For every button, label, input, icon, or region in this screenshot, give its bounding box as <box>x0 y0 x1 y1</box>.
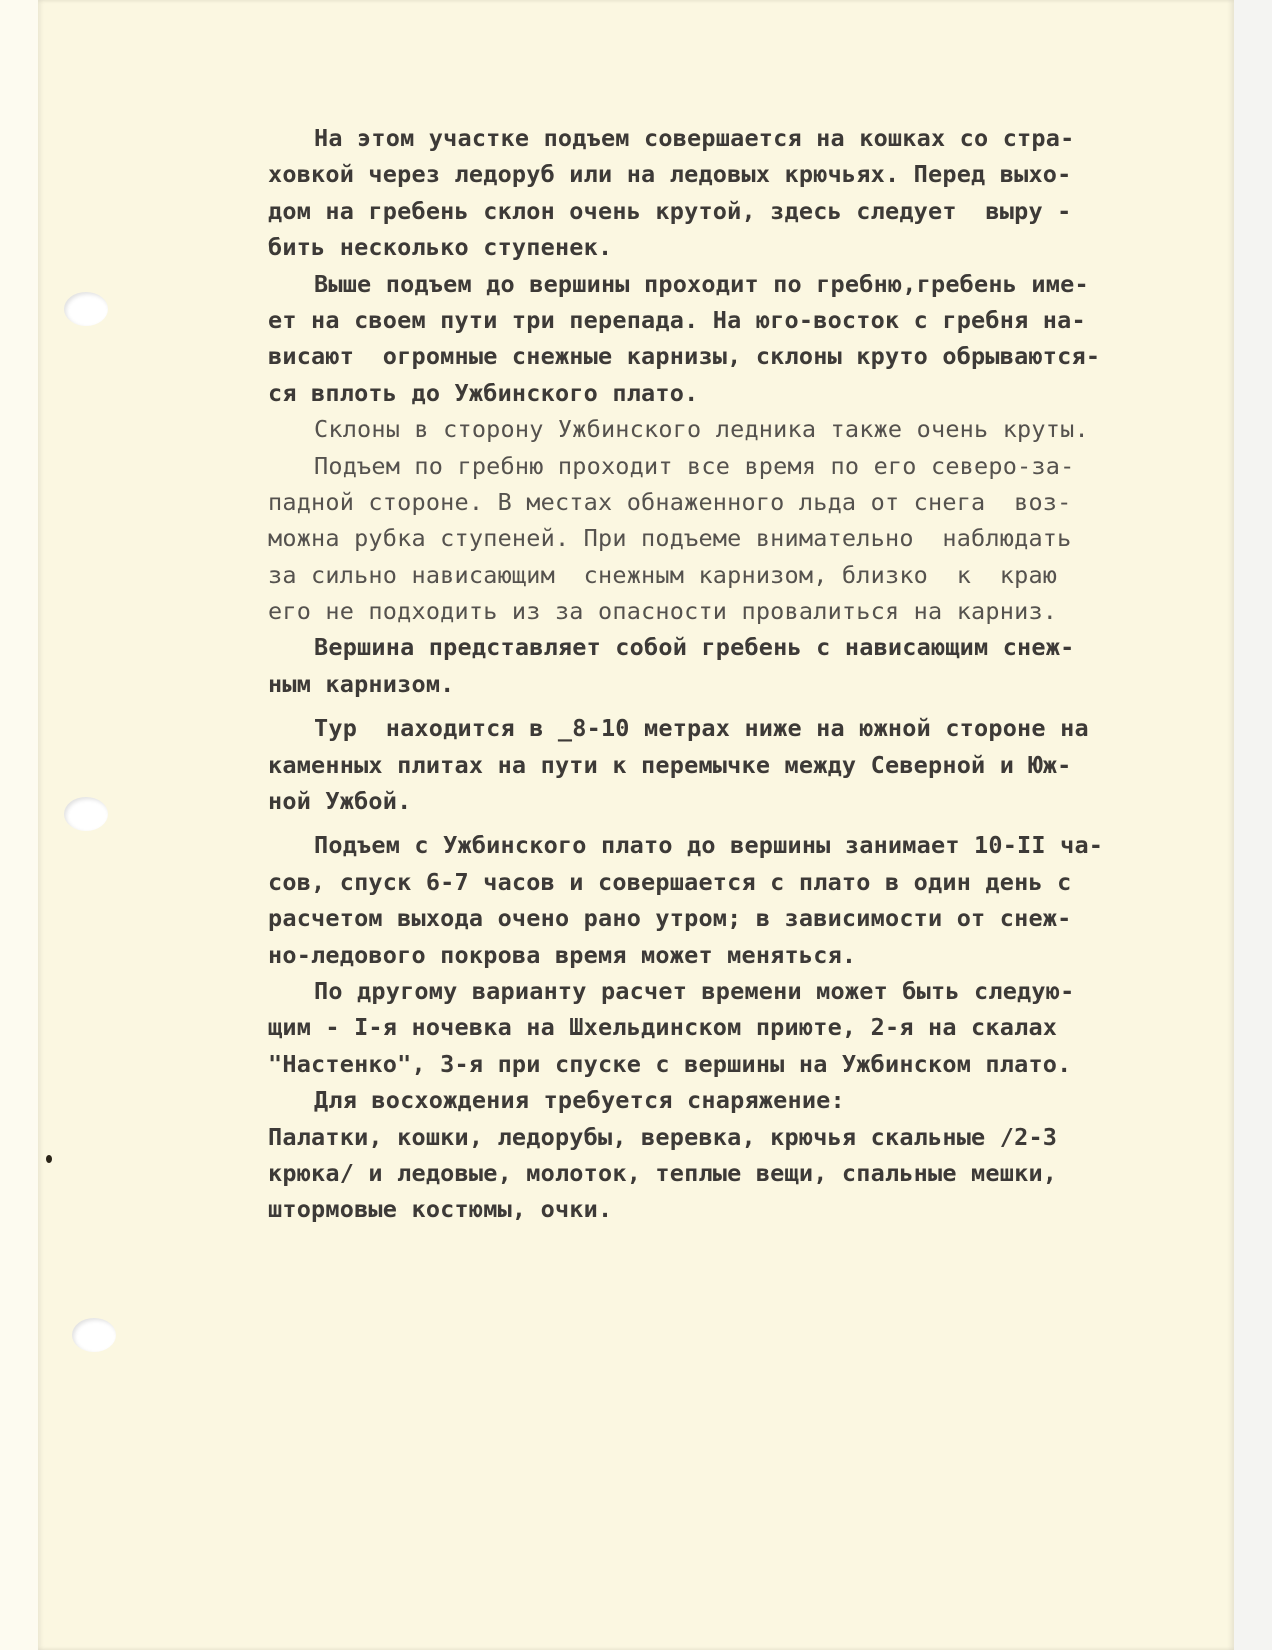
text-line: Склоны в сторону Ужбинского ледника также очень круты. <box>314 415 1089 444</box>
text-line: его не подходить из за опасности провалиться на карниз. <box>268 597 1058 626</box>
ink-speck <box>46 1155 52 1163</box>
text-line: ной Ужбой. <box>268 787 412 816</box>
text-line: ховкой через ледоруб или на ледовых крючьях. Перед выхо- <box>268 160 1072 189</box>
text-line: Выше подъем до вершины проходит по гребню,гребень име- <box>314 269 1089 298</box>
text-line: Для восхождения требуется снаряжение: <box>314 1086 845 1115</box>
text-line: ным карнизом. <box>268 669 455 698</box>
text-line: расчетом выхода очено рано утром; в зависимости от снеж- <box>268 904 1072 933</box>
text-line: ет на своем пути три перепада. На юго-восток с гребня на- <box>268 305 1086 334</box>
punch-hole-middle <box>64 797 108 831</box>
text-line: штормовые костюмы, очки. <box>268 1195 613 1224</box>
text-line: Тур находится в _8-10 метрах ниже на южной стороне на <box>314 714 1089 743</box>
punch-hole-top <box>64 292 108 326</box>
text-line: Подъем по гребню проходит все время по его северо-за- <box>314 451 1075 480</box>
text-line: можна рубка ступеней. При подъеме внимательно наблюдать <box>268 524 1072 553</box>
left-margin <box>0 0 38 1650</box>
text-line: Подъем с Ужбинского плато до вершины занимает 10-II ча- <box>314 831 1104 860</box>
text-line: дом на гребень склон очень крутой, здесь следует выру - <box>268 196 1072 225</box>
text-line: ся вплоть до Ужбинского плато. <box>268 378 699 407</box>
text-line: бить несколько ступенек. <box>268 233 613 262</box>
text-line: за сильно нависающим снежным карнизом, близко к краю <box>268 560 1058 589</box>
right-margin <box>1234 0 1272 1650</box>
text-line: каменных плитах на пути к перемычке между Северной и Юж- <box>268 750 1072 779</box>
typewritten-text <box>268 120 1148 1228</box>
text-line: На этом участке подъем совершается на кошках со стра- <box>314 124 1075 152</box>
text-line: Палатки, кошки, ледорубы, веревка, крючья скальные /2-3 <box>268 1122 1058 1151</box>
punch-hole-bottom <box>72 1318 116 1352</box>
text-line: По другому варианту расчет времени может быть следую- <box>314 976 1075 1005</box>
text-line: щим - I-я ночевка на Шхельдинском приюте, 2-я на скалах <box>268 1013 1058 1042</box>
text-line: Вершина представляет собой гребень с нависающим снеж- <box>314 633 1075 662</box>
text-line: но-ледового покрова время может меняться. <box>268 940 857 969</box>
text-line: висают огромные снежные карнизы, склоны круто обрываются- <box>268 342 1101 371</box>
text-line: падной стороне. В местах обнаженного льда от снега воз- <box>268 487 1072 516</box>
text-line: "Настенко", 3-я при спуске с вершины на Ужбинском плато. <box>268 1049 1072 1078</box>
text-line: крюка/ и ледовые, молоток, теплые вещи, спальные мешки, <box>268 1158 1058 1187</box>
text-line: сов, спуск 6-7 часов и совершается с плато в один день с <box>268 867 1072 896</box>
